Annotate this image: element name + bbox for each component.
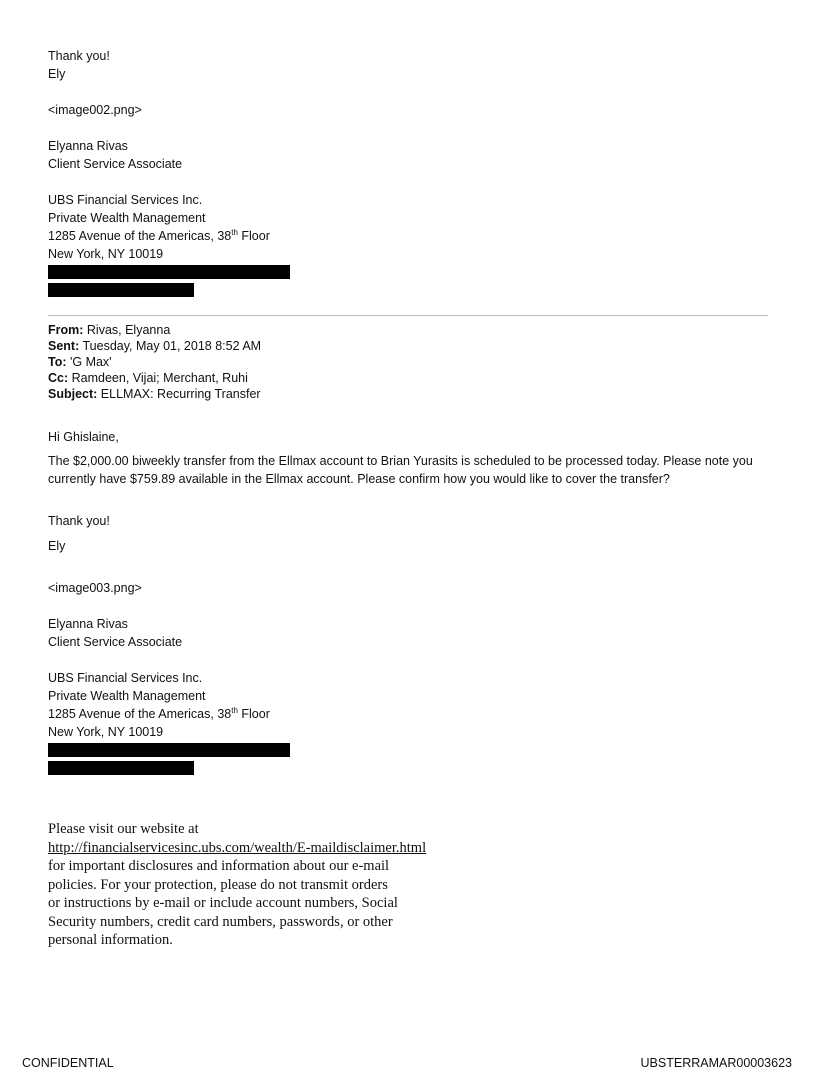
signature-title: Client Service Associate — [48, 157, 183, 171]
disclaimer-line: Please visit our website at — [48, 821, 199, 837]
signature-city: New York, NY 10019 — [48, 247, 164, 261]
redaction-bar — [48, 761, 194, 775]
body-thanks: Thank you! — [48, 514, 110, 528]
disclaimer-line: personal information. — [48, 932, 173, 948]
bates-number: UBSTERRAMAR00003623 — [640, 1056, 792, 1070]
signature-division: Private Wealth Management — [48, 689, 206, 703]
redaction-bar — [48, 265, 290, 279]
disclaimer-line: or instructions by e-mail or include account numbers, Social — [48, 895, 398, 911]
email-disclaimer — [48, 820, 426, 950]
signature-division: Private Wealth Management — [48, 211, 206, 225]
signature-name: Elyanna Rivas — [48, 617, 128, 631]
redaction-bar — [48, 743, 290, 757]
closing-thanks: Thank you! — [48, 49, 110, 63]
signature-address: 1285 Avenue of the Americas, 38th Floor — [48, 227, 270, 243]
signature-title: Client Service Associate — [48, 635, 183, 649]
image-reference: <image002.png> — [48, 103, 142, 117]
header-subject: Subject: ELLMAX: Recurring Transfer — [48, 387, 261, 401]
header-sent: Sent: Tuesday, May 01, 2018 8:52 AM — [48, 339, 262, 353]
header-cc: Cc: Ramdeen, Vijai; Merchant, Ruhi — [48, 371, 248, 385]
disclaimer-line: Security numbers, credit card numbers, passwords, or other — [48, 913, 393, 930]
image-reference: <image003.png> — [48, 581, 142, 595]
confidential-label: CONFIDENTIAL — [22, 1056, 114, 1070]
disclaimer-link[interactable]: http://financialservicesinc.ubs.com/wealth/E-maildisclaimer.html — [48, 839, 427, 856]
body-initial: Ely — [48, 539, 66, 553]
header-to: To: 'G Max' — [48, 355, 112, 369]
signature-address: 1285 Avenue of the Americas, 38th Floor — [48, 705, 270, 721]
message-paragraph: The $2,000.00 biweekly transfer from the Ellmax account to Brian Yurasits is scheduled to be processed today. Please note you currently have $759.89 available in the Ellmax account. Please confirm how you would like to cover the transfer? — [48, 454, 753, 486]
signature-company: UBS Financial Services Inc. — [48, 193, 203, 207]
greeting: Hi Ghislaine, — [48, 430, 119, 444]
disclaimer-line: policies. For your protection, please do not transmit orders — [48, 876, 388, 893]
signature-company: UBS Financial Services Inc. — [48, 671, 203, 685]
redaction-bar — [48, 283, 194, 297]
signature-name: Elyanna Rivas — [48, 139, 128, 153]
header-from: From: Rivas, Elyanna — [48, 323, 171, 337]
message-divider — [48, 315, 768, 316]
signature-city: New York, NY 10019 — [48, 725, 164, 739]
closing-initial: Ely — [48, 67, 66, 81]
disclaimer-line: for important disclosures and information about our e-mail — [48, 858, 390, 874]
